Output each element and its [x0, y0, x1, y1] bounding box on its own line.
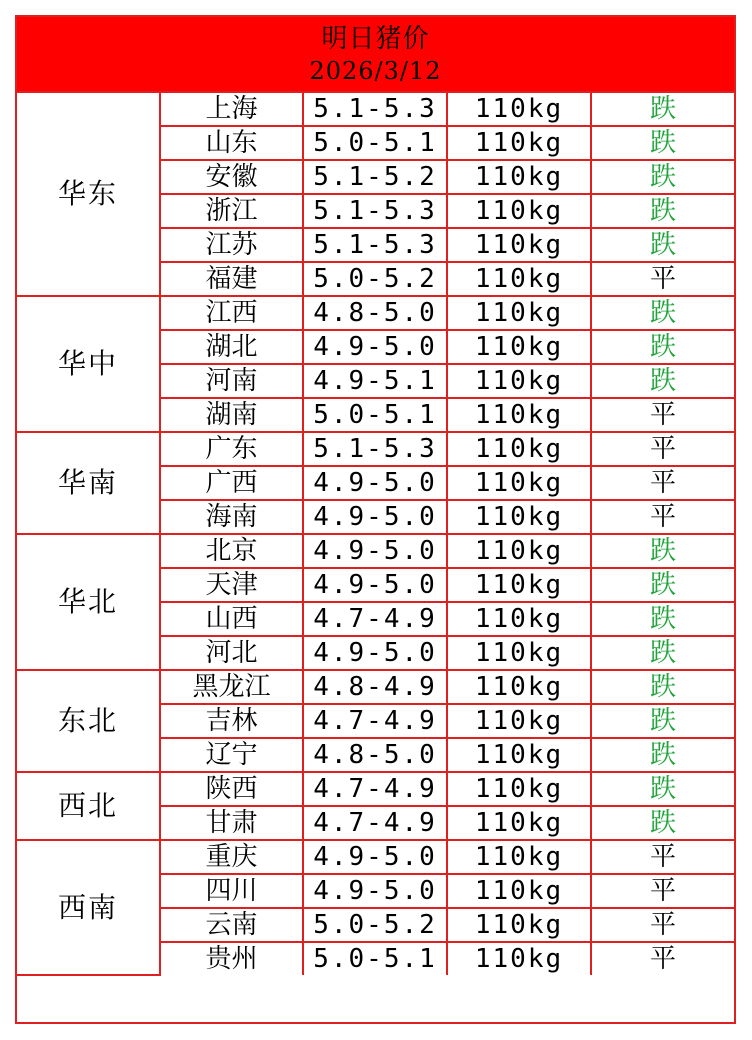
trend-cell: 平 [591, 908, 734, 942]
price-range-cell: 5.0-5.1 [303, 398, 447, 432]
weight-cell: 110kg [447, 228, 591, 262]
trend-cell: 跌 [591, 806, 734, 840]
weight-cell: 110kg [447, 432, 591, 466]
province-cell: 辽宁 [160, 738, 303, 772]
trend-cell: 跌 [591, 364, 734, 398]
province-cell: 北京 [160, 534, 303, 568]
trend-cell: 跌 [591, 704, 734, 738]
weight-cell: 110kg [447, 704, 591, 738]
weight-cell: 110kg [447, 262, 591, 296]
price-range-cell: 4.9-5.1 [303, 364, 447, 398]
weight-cell: 110kg [447, 908, 591, 942]
trend-cell: 平 [591, 942, 734, 975]
province-cell: 湖南 [160, 398, 303, 432]
table-row [17, 670, 734, 704]
province-cell: 安徽 [160, 160, 303, 194]
price-range-cell: 4.7-4.9 [303, 704, 447, 738]
weight-cell: 110kg [447, 636, 591, 670]
weight-cell: 110kg [447, 874, 591, 908]
price-range-cell: 5.1-5.3 [303, 194, 447, 228]
price-range-cell: 4.9-5.0 [303, 636, 447, 670]
province-cell: 云南 [160, 908, 303, 942]
price-range-cell: 5.0-5.2 [303, 908, 447, 942]
table-row [17, 432, 734, 466]
province-cell: 重庆 [160, 840, 303, 874]
weight-cell: 110kg [447, 670, 591, 704]
price-range-cell: 4.7-4.9 [303, 602, 447, 636]
trend-cell: 平 [591, 500, 734, 534]
trend-cell: 跌 [591, 160, 734, 194]
weight-cell: 110kg [447, 126, 591, 160]
weight-cell: 110kg [447, 738, 591, 772]
table-row [17, 93, 734, 126]
trend-cell: 平 [591, 840, 734, 874]
weight-cell: 110kg [447, 364, 591, 398]
province-cell: 贵州 [160, 942, 303, 975]
price-range-cell: 4.9-5.0 [303, 500, 447, 534]
trend-cell: 平 [591, 432, 734, 466]
price-sheet [15, 15, 736, 1024]
price-range-cell: 4.8-4.9 [303, 670, 447, 704]
region-cell: 华南 [17, 432, 160, 534]
table-row [17, 772, 734, 806]
price-range-cell: 4.8-5.0 [303, 738, 447, 772]
price-range-cell: 4.9-5.0 [303, 466, 447, 500]
price-range-cell: 4.9-5.0 [303, 874, 447, 908]
region-cell: 华北 [17, 534, 160, 670]
price-range-cell: 5.1-5.3 [303, 228, 447, 262]
price-range-cell: 4.9-5.0 [303, 568, 447, 602]
price-range-cell: 5.0-5.1 [303, 942, 447, 975]
weight-cell: 110kg [447, 296, 591, 330]
weight-cell: 110kg [447, 194, 591, 228]
weight-cell: 110kg [447, 500, 591, 534]
province-cell: 广西 [160, 466, 303, 500]
table-row [17, 534, 734, 568]
province-cell: 江西 [160, 296, 303, 330]
weight-cell: 110kg [447, 806, 591, 840]
province-cell: 吉林 [160, 704, 303, 738]
weight-cell: 110kg [447, 93, 591, 126]
weight-cell: 110kg [447, 330, 591, 364]
weight-cell: 110kg [447, 602, 591, 636]
price-range-cell: 5.1-5.2 [303, 160, 447, 194]
weight-cell: 110kg [447, 534, 591, 568]
price-range-cell: 5.0-5.1 [303, 126, 447, 160]
province-cell: 福建 [160, 262, 303, 296]
trend-cell: 跌 [591, 194, 734, 228]
weight-cell: 110kg [447, 160, 591, 194]
province-cell: 广东 [160, 432, 303, 466]
trend-cell: 跌 [591, 534, 734, 568]
trend-cell: 跌 [591, 568, 734, 602]
sheet-title: 明日猪价 [321, 24, 430, 54]
trend-cell: 跌 [591, 330, 734, 364]
province-cell: 海南 [160, 500, 303, 534]
province-cell: 浙江 [160, 194, 303, 228]
weight-cell: 110kg [447, 772, 591, 806]
price-range-cell: 4.7-4.9 [303, 806, 447, 840]
weight-cell: 110kg [447, 398, 591, 432]
trend-cell: 跌 [591, 126, 734, 160]
region-cell: 西北 [17, 772, 160, 840]
price-range-cell: 5.1-5.3 [303, 432, 447, 466]
price-range-cell: 5.0-5.2 [303, 262, 447, 296]
province-cell: 四川 [160, 874, 303, 908]
trend-cell: 平 [591, 466, 734, 500]
weight-cell: 110kg [447, 568, 591, 602]
price-range-cell: 4.9-5.0 [303, 330, 447, 364]
trend-cell: 平 [591, 398, 734, 432]
sheet-header [17, 17, 734, 93]
trend-cell: 跌 [591, 296, 734, 330]
province-cell: 上海 [160, 93, 303, 126]
trend-cell: 平 [591, 874, 734, 908]
province-cell: 河南 [160, 364, 303, 398]
trend-cell: 跌 [591, 738, 734, 772]
weight-cell: 110kg [447, 466, 591, 500]
weight-cell: 110kg [447, 840, 591, 874]
price-range-cell: 5.1-5.3 [303, 93, 447, 126]
price-range-cell: 4.8-5.0 [303, 296, 447, 330]
province-cell: 陕西 [160, 772, 303, 806]
trend-cell: 跌 [591, 636, 734, 670]
table-row [17, 296, 734, 330]
trend-cell: 跌 [591, 228, 734, 262]
province-cell: 河北 [160, 636, 303, 670]
trend-cell: 跌 [591, 772, 734, 806]
province-cell: 湖北 [160, 330, 303, 364]
price-range-cell: 4.7-4.9 [303, 772, 447, 806]
province-cell: 天津 [160, 568, 303, 602]
region-cell: 东北 [17, 670, 160, 772]
province-cell: 甘肃 [160, 806, 303, 840]
region-cell: 华中 [17, 296, 160, 432]
region-cell: 西南 [17, 840, 160, 975]
price-table-body [17, 93, 734, 975]
trend-cell: 平 [591, 262, 734, 296]
province-cell: 江苏 [160, 228, 303, 262]
price-range-cell: 4.9-5.0 [303, 840, 447, 874]
province-cell: 山西 [160, 602, 303, 636]
price-range-cell: 4.9-5.0 [303, 534, 447, 568]
price-table [17, 93, 734, 976]
region-cell: 华东 [17, 93, 160, 296]
trend-cell: 跌 [591, 602, 734, 636]
table-row [17, 840, 734, 874]
province-cell: 山东 [160, 126, 303, 160]
sheet-date: 2026/3/12 [309, 57, 442, 85]
province-cell: 黑龙江 [160, 670, 303, 704]
trend-cell: 跌 [591, 670, 734, 704]
trend-cell: 跌 [591, 93, 734, 126]
weight-cell: 110kg [447, 942, 591, 975]
